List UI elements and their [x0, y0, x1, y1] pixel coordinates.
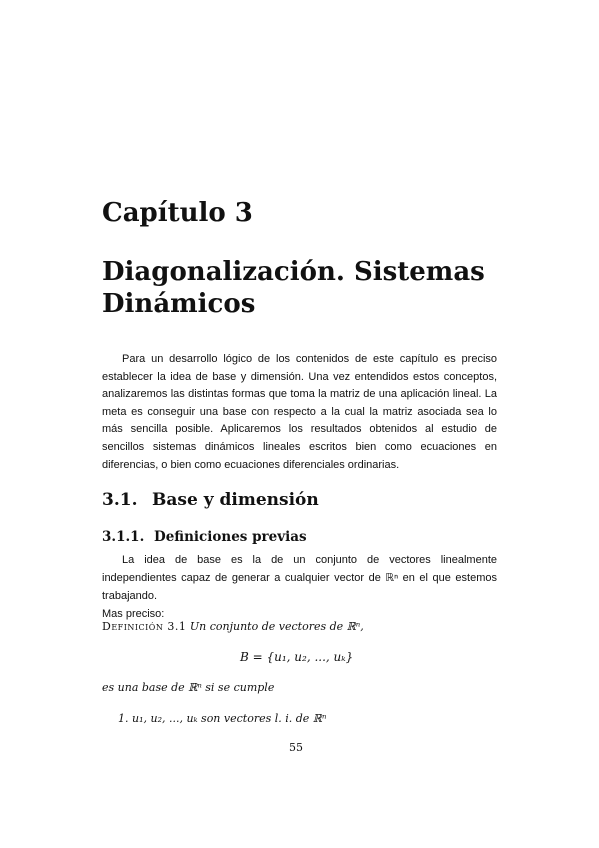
subsection-heading — [102, 529, 307, 545]
section-number: 3.1. — [102, 490, 138, 510]
definition-continuation: es una base de ℝⁿ si se cumple — [102, 681, 275, 694]
condition-item: 1. u₁, u₂, ..., uₖ son vectores l. i. de ℝⁿ — [118, 712, 327, 725]
page-number: 55 — [289, 741, 303, 754]
paragraph-lead: Mas preciso: — [102, 608, 165, 620]
definition-text: Un conjunto de vectores de ℝⁿ, — [189, 620, 364, 633]
body-paragraph — [102, 551, 497, 623]
intro-paragraph — [102, 351, 497, 474]
definition-label: Definición 3.1 — [102, 620, 187, 633]
basis-formula: B = {u₁, u₂, ..., uₖ} — [240, 650, 354, 664]
chapter-title: Diagonalización. Sistemas Dinámicos — [102, 257, 485, 319]
subsection-number: 3.1.1. — [102, 529, 145, 545]
chapter-heading: Capítulo 3 — [102, 198, 253, 228]
definition — [102, 620, 497, 633]
paragraph-text: La idea de base es la de un conjunto de vectores linealmente independientes capaz de generar a cualquier vector de ℝⁿ en el que estemos trabajando. — [102, 554, 497, 602]
subsection-title: Definiciones previas — [154, 529, 307, 545]
section-title: Base y dimensión — [152, 490, 319, 510]
section-heading — [102, 490, 319, 510]
intro-text: Para un desarrollo lógico de los contenidos de este capítulo es preciso establecer la idea de base y dimensión. Una vez entendidos estos conceptos, analizaremos las distintas formas que toma la matriz de una aplicación lineal. La meta es conseguir una base con respecto a la cual la matriz asociada sea lo más sencilla posible. Aplicaremos los resultados obtenidos al estudio de sencillos sistemas dinámicos lineales escritos bien como ecuaciones en diferencias, o bien como ecuaciones diferenciales ordinarias. — [102, 353, 497, 471]
